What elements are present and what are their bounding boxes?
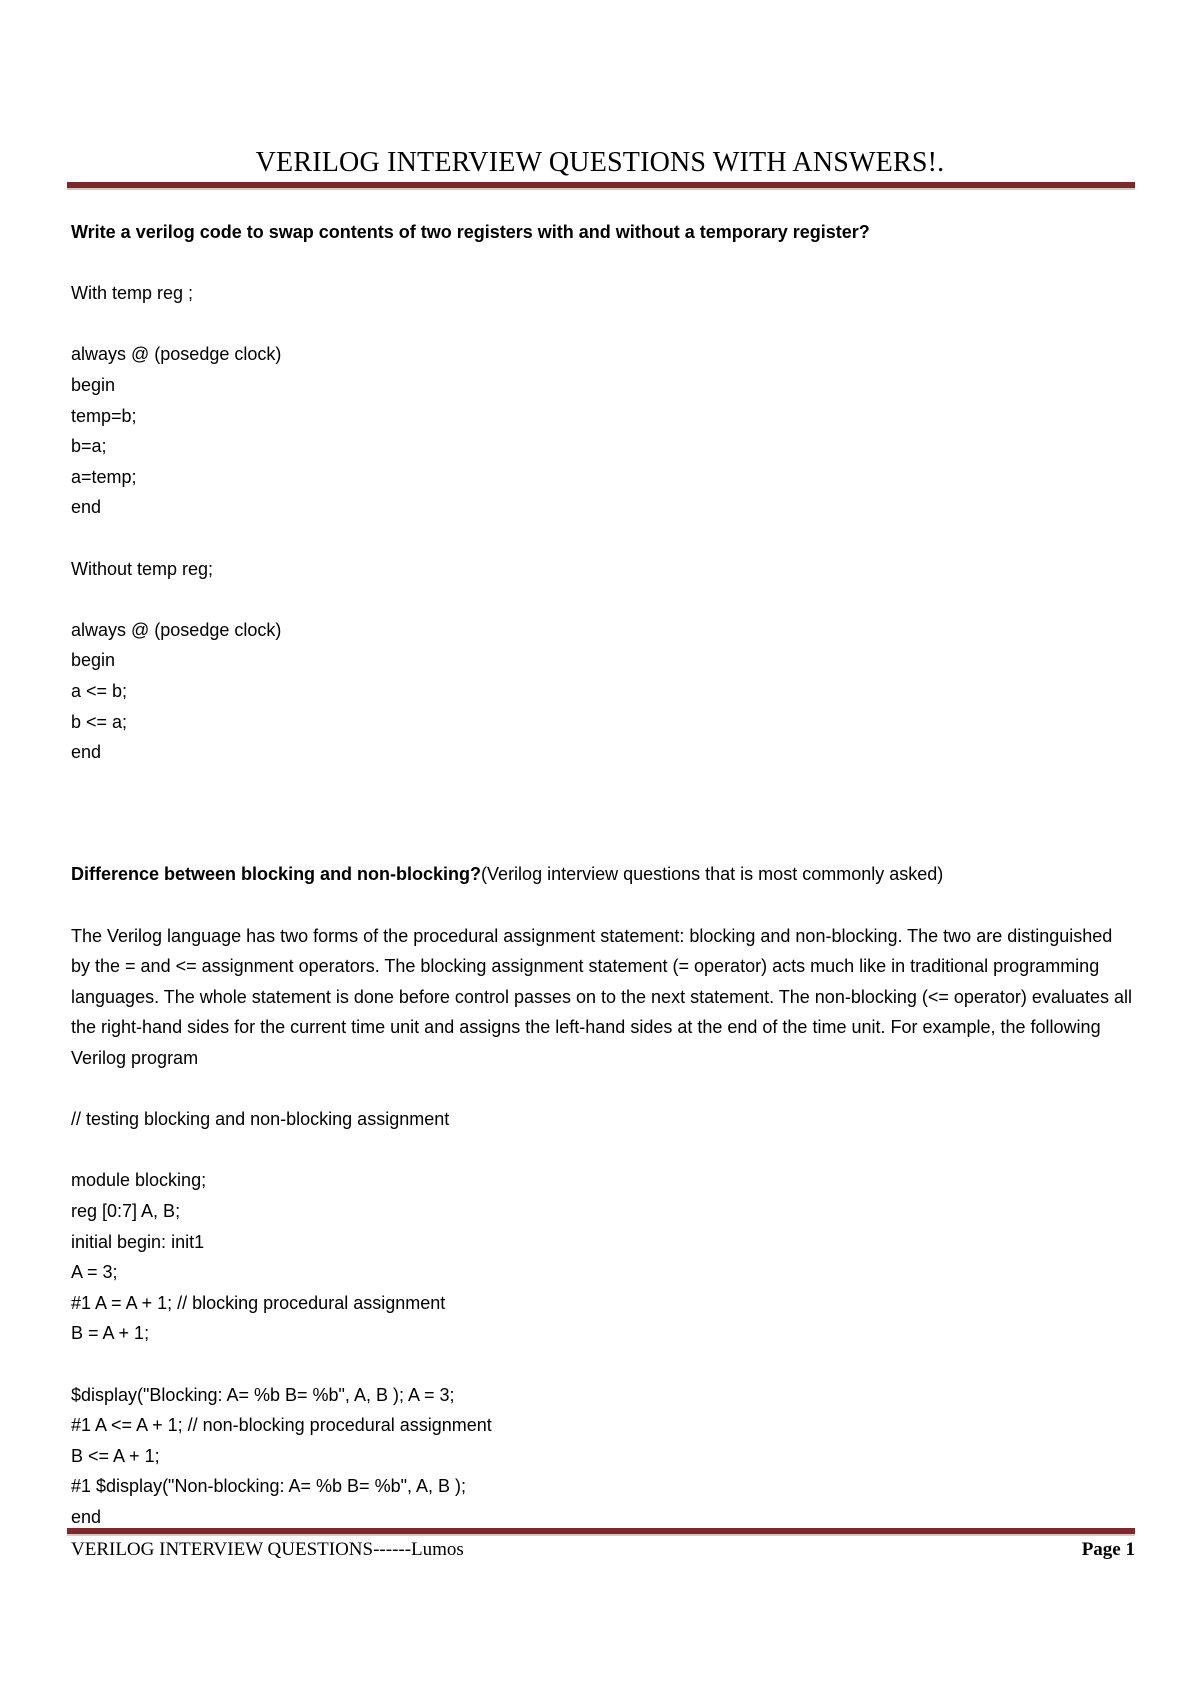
blank-line [71, 768, 1135, 799]
blank-line [71, 248, 1135, 279]
blank-line [71, 829, 1135, 860]
footer-title: VERILOG INTERVIEW QUESTIONS------Lumos [71, 1539, 464, 1560]
document-body [71, 217, 1135, 1533]
code-line: always @ (posedge clock) [71, 344, 282, 365]
code-block-module-a [71, 1165, 1135, 1349]
code-line: A = 3; [71, 1262, 118, 1283]
code-block-module-b [71, 1380, 1135, 1533]
footer-rule [67, 1528, 1135, 1536]
blank-line [71, 1135, 1135, 1166]
code-line: B = A + 1; [71, 1323, 150, 1344]
code-line: a <= b; [71, 680, 128, 701]
code-line: initial begin: init1 [71, 1231, 205, 1252]
blank-line [71, 523, 1135, 554]
code-line: b <= a; [71, 711, 128, 732]
code-line: B <= A + 1; [71, 1445, 160, 1466]
with-temp-label: With temp reg ; [71, 283, 194, 304]
question-swap-registers: Write a verilog code to swap contents of two registers with and without a temporary register? [71, 222, 870, 242]
blank-line [71, 1074, 1135, 1105]
code-line: begin [71, 650, 116, 671]
code-line: #1 A = A + 1; // blocking procedural assignment [71, 1292, 446, 1313]
page-number: Page 1 [1081, 1539, 1135, 1560]
code-line: temp=b; [71, 405, 137, 426]
code-line: reg [0:7] A, B; [71, 1201, 181, 1221]
code-line: b=a; [71, 436, 107, 457]
code-block-without-temp [71, 615, 1135, 768]
page-title: VERILOG INTERVIEW QUESTIONS WITH ANSWERS!. [255, 147, 945, 178]
blank-line [71, 309, 1135, 340]
code-line: end [71, 1506, 102, 1527]
blank-line [71, 584, 1135, 615]
code-line: $display("Blocking: A= %b B= %b", A, B ); A = 3; [71, 1384, 455, 1405]
code-line: always @ (posedge clock) [71, 619, 282, 640]
page-footer [71, 1536, 1135, 1564]
header-rule [67, 182, 1135, 190]
explanation-paragraph: The Verilog language has two forms of the procedural assignment statement: blocking and non-blocking. The two are distinguished by the = and <= assignment operators. The blocking assignment statement (= operator) acts much like in traditional programming languages. The whole statement is done before control passes on to the next statement. The non-blocking (<= operator) evaluates all the right-hand sides for the current time unit and assigns the left-hand sides at the end of the time unit. For example, the following Verilog program [71, 925, 1132, 1069]
code-comment: // testing blocking and non-blocking assignment [71, 1109, 450, 1130]
blank-line [71, 890, 1135, 921]
blank-line [71, 1349, 1135, 1380]
code-line: begin [71, 374, 116, 395]
code-block-with-temp [71, 339, 1135, 523]
code-line: #1 A <= A + 1; // non-blocking procedural assignment [71, 1415, 492, 1436]
code-line: module blocking; [71, 1170, 207, 1191]
code-line: #1 $display("Non-blocking: A= %b B= %b", A, B ); [71, 1476, 466, 1497]
code-line: end [71, 497, 102, 518]
code-line: end [71, 742, 102, 763]
code-line: a=temp; [71, 466, 137, 487]
question-text: Difference between blocking and non-blocking? [71, 864, 482, 885]
question-note: (Verilog interview questions that is most commonly asked) [481, 864, 944, 885]
without-temp-label: Without temp reg; [71, 558, 214, 579]
blank-line [71, 798, 1135, 829]
question-blocking-nonblocking [71, 859, 1135, 890]
